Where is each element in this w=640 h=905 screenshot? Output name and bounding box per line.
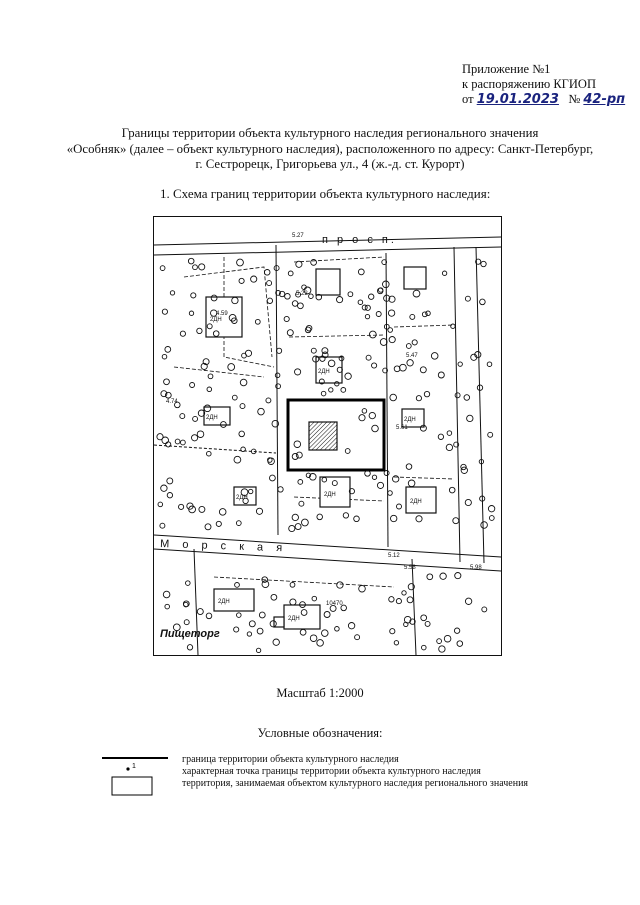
tree-icon (219, 509, 226, 516)
tree-icon (388, 328, 393, 333)
tree-icon (285, 294, 291, 300)
tree-icon (390, 629, 395, 634)
tree-icon (296, 452, 302, 458)
tree-icon (369, 331, 376, 338)
tree-icon (181, 440, 186, 445)
tree-icon (384, 471, 389, 476)
tree-icon (305, 327, 311, 333)
tree-icon (180, 414, 185, 419)
tree-icon (465, 296, 470, 301)
tree-icon (372, 475, 376, 479)
tree-icon (239, 278, 244, 283)
tree-icon (447, 431, 452, 436)
tree-icon (438, 434, 443, 439)
tree-icon (451, 324, 455, 328)
tree-icon (284, 316, 289, 321)
tree-icon (167, 478, 173, 484)
tree-icon (175, 439, 180, 444)
tree-icon (427, 574, 433, 580)
tree-icon (455, 393, 460, 398)
tree-icon (454, 628, 459, 633)
tree-icon (408, 480, 415, 487)
tree-icon (481, 261, 486, 266)
height-label: 4.59 (216, 311, 228, 317)
tree-icon (348, 292, 353, 297)
tree-icon (481, 522, 488, 529)
tree-icon (289, 525, 295, 531)
title-line3: г. Сестрорецк, Григорьева ул., 4 (ж.-д. ст. Курорт) (195, 157, 465, 171)
tree-icon (278, 487, 283, 492)
tree-icon (402, 591, 406, 595)
tree-icon (488, 506, 494, 512)
tree-icon (377, 482, 383, 488)
tree-icon (389, 597, 394, 602)
legend-title: Условные обозначения: (257, 726, 383, 740)
tree-icon (267, 281, 272, 286)
legend-item-territory: территория, занимаемая объектом культурного наследия регионального значения (182, 778, 529, 789)
tree-icon (240, 404, 245, 409)
tree-icon (372, 425, 379, 432)
building-label: 2ДН (210, 317, 222, 323)
tree-icon (397, 504, 402, 509)
tree-icon (166, 442, 171, 447)
tree-icon (165, 347, 171, 353)
tree-icon (343, 513, 348, 518)
tree-icon (425, 621, 430, 626)
tree-icon (437, 639, 442, 644)
tree-icon (407, 360, 413, 366)
tree-icon (251, 276, 257, 282)
tree-icon (199, 506, 205, 512)
number-prefix: № (568, 92, 581, 106)
tree-icon (266, 398, 271, 403)
tree-icon (300, 629, 306, 635)
tree-icon (457, 641, 463, 647)
tree-icon (444, 635, 451, 642)
tree-icon (184, 620, 189, 625)
appendix-line1: Приложение №1 (462, 62, 551, 76)
tree-icon (482, 607, 487, 612)
height-label: 5.22 (296, 291, 308, 297)
section-heading: 1. Схема границ территории объекта культурного наследия: (160, 186, 491, 201)
tree-icon (355, 635, 360, 640)
tree-icon (207, 387, 212, 392)
tree-icon (197, 328, 202, 333)
tree-icon (489, 516, 494, 521)
tree-icon (406, 344, 411, 349)
tree-icon (186, 581, 191, 586)
tree-icon (288, 271, 293, 276)
tree-icon (416, 396, 421, 401)
tree-icon (276, 384, 281, 389)
tree-icon (337, 582, 343, 588)
tree-icon (192, 435, 198, 441)
height-label: 10470 (326, 601, 343, 607)
tree-icon (439, 646, 445, 652)
tree-icon (465, 499, 471, 505)
title-line2: «Особняк» (далее – объект культурного наследия), расположенного по адресу: Санкт-Петербург, (66, 141, 594, 156)
tree-icon (487, 362, 492, 367)
tree-icon (190, 383, 195, 388)
tree-icon (193, 416, 198, 421)
tree-icon (236, 521, 241, 526)
tree-icon (298, 303, 304, 309)
tree-icon (317, 514, 323, 520)
tree-icon (407, 597, 413, 603)
tree-icon (440, 573, 446, 579)
tree-icon (234, 456, 241, 463)
appendix-line2: к распоряжению КГИОП (462, 77, 596, 91)
tree-icon (348, 623, 354, 629)
tree-icon (446, 444, 452, 450)
tree-icon (480, 299, 486, 305)
building-label: 2ДН (218, 599, 230, 605)
tree-icon (438, 372, 444, 378)
tree-icon (257, 628, 263, 634)
tree-icon (311, 348, 316, 353)
appendix-date-line (462, 92, 625, 107)
tree-icon (163, 591, 170, 598)
tree-icon (294, 441, 301, 448)
tree-icon (322, 630, 329, 637)
tree-icon (292, 514, 298, 520)
tree-icon (160, 266, 165, 271)
height-label: 4.74 (166, 399, 178, 405)
tree-icon (358, 269, 364, 275)
tree-icon (369, 294, 374, 299)
street-label-top: п р о с п. (322, 234, 397, 246)
tree-icon (295, 524, 301, 530)
tree-icon (359, 585, 366, 592)
tree-icon (292, 301, 298, 307)
tree-icon (275, 373, 280, 378)
tree-icon (358, 300, 363, 305)
tree-icon (290, 582, 295, 587)
tree-icon (234, 627, 239, 632)
label-pishchetorg: Пищеторг (160, 628, 220, 640)
tree-icon (207, 451, 212, 456)
tree-icon (271, 594, 277, 600)
tree-icon (167, 493, 172, 498)
tree-icon (188, 258, 194, 264)
tree-icon (424, 391, 429, 396)
tree-icon (335, 627, 340, 632)
building-label: 2ДН (318, 369, 330, 375)
tree-icon (187, 645, 192, 650)
tree-icon (262, 581, 269, 588)
tree-icon (453, 518, 459, 524)
tree-icon (421, 615, 427, 621)
tree-icon (302, 519, 309, 526)
tree-icon (413, 290, 420, 297)
tree-icon (391, 515, 397, 521)
tree-icon (240, 379, 247, 386)
height-label: 5.27 (292, 233, 304, 239)
tree-icon (365, 314, 369, 318)
tree-icon (389, 337, 395, 343)
tree-icon (298, 480, 303, 485)
tree-icon (359, 415, 365, 421)
tree-icon (292, 454, 298, 460)
tree-icon (249, 621, 255, 627)
tree-icon (237, 259, 244, 266)
tree-icon (388, 491, 393, 496)
tree-icon (420, 367, 426, 373)
tree-icon (290, 599, 296, 605)
tree-icon (161, 485, 167, 491)
tree-icon (422, 645, 427, 650)
tree-icon (208, 374, 213, 379)
tree-icon (239, 431, 245, 437)
tree-icon (235, 583, 240, 588)
tree-icon (162, 437, 169, 444)
tree-icon (354, 516, 360, 522)
tree-icon (380, 339, 387, 346)
tree-icon (170, 291, 174, 295)
tree-icon (267, 298, 272, 303)
tree-icon (465, 598, 471, 604)
height-label: 5.12 (388, 553, 400, 559)
tree-icon (412, 340, 417, 345)
tree-icon (268, 458, 275, 465)
tree-icon (341, 388, 346, 393)
tree-icon (345, 449, 350, 454)
tree-icon (228, 364, 235, 371)
tree-icon (296, 261, 302, 267)
tree-icon (162, 354, 167, 359)
tree-icon (277, 348, 282, 353)
tree-icon (388, 310, 394, 316)
tree-icon (369, 412, 375, 418)
tree-icon (311, 260, 317, 266)
tree-icon (431, 353, 438, 360)
tree-icon (310, 635, 317, 642)
tree-icon (321, 391, 326, 396)
scale-label: Масштаб 1:2000 (276, 686, 364, 700)
building-label: 2ДН (288, 616, 300, 622)
tree-icon (242, 353, 247, 358)
tree-icon (160, 523, 165, 528)
tree-icon (191, 293, 196, 298)
tree-icon (449, 487, 455, 493)
title-line1: Границы территории объекта культурного наследия регионального значения (121, 126, 539, 140)
legend-point-marker (126, 767, 129, 770)
tree-icon (461, 467, 467, 473)
tree-icon (264, 270, 270, 276)
tree-icon (287, 330, 293, 336)
tree-icon (309, 294, 314, 299)
tree-icon (400, 364, 407, 371)
tree-icon (362, 409, 367, 414)
tree-icon (206, 613, 212, 619)
tree-icon (406, 464, 412, 470)
tree-icon (258, 408, 265, 415)
tree-icon (189, 311, 193, 315)
tree-icon (467, 415, 473, 421)
tree-icon (376, 312, 381, 317)
building-label: 2ДН (236, 495, 248, 501)
tree-icon (416, 516, 422, 522)
tree-icon (299, 501, 304, 506)
number-value: 42-рп (583, 92, 626, 107)
tree-icon (390, 394, 397, 401)
tree-icon (216, 521, 221, 526)
tree-icon (270, 475, 276, 481)
tree-icon (442, 271, 446, 275)
tree-icon (365, 305, 370, 310)
tree-icon (193, 265, 198, 270)
tree-icon (329, 388, 333, 392)
tree-icon (455, 573, 461, 579)
tree-icon (312, 596, 317, 601)
tree-icon (179, 504, 184, 509)
building-label: 2ДН (206, 415, 218, 421)
tree-icon (372, 363, 377, 368)
legend-point-label: 1 (132, 763, 136, 770)
legend-item-point: характерная точка границы территории объекта культурного наследия (182, 766, 481, 777)
tree-icon (422, 312, 427, 317)
tree-icon (324, 612, 330, 618)
height-label: 5.47 (406, 353, 418, 359)
tree-icon (158, 502, 163, 507)
height-label: 5.61 (396, 425, 408, 431)
document-title (40, 126, 620, 173)
tree-icon (205, 524, 211, 530)
tree-icon (464, 395, 470, 401)
tree-icon (366, 355, 371, 360)
tree-icon (255, 319, 260, 324)
tree-icon (317, 640, 324, 647)
tree-icon (162, 309, 167, 314)
tree-icon (295, 369, 301, 375)
street-label-morskaya: М о р с к а я (159, 538, 288, 555)
tree-icon (458, 362, 462, 366)
tree-icon (199, 264, 205, 270)
tree-icon (164, 379, 170, 385)
tree-icon (426, 311, 431, 316)
tree-icon (396, 599, 401, 604)
tree-icon (394, 366, 400, 372)
legend-territory-box (112, 777, 152, 795)
tree-icon (410, 314, 415, 319)
map-svg (154, 217, 501, 655)
tree-icon (337, 297, 343, 303)
tree-icon (237, 613, 242, 618)
date-value: 19.01.2023 (476, 92, 559, 107)
tree-icon (232, 395, 237, 400)
tree-icon (273, 639, 279, 645)
tree-icon (197, 609, 203, 615)
tree-icon (165, 604, 170, 609)
tree-icon (488, 432, 493, 437)
tree-icon (259, 612, 265, 618)
tree-icon (180, 331, 185, 336)
tree-icon (197, 431, 204, 438)
tree-icon (247, 632, 251, 636)
height-label: 5.58 (404, 565, 416, 571)
tree-icon (345, 373, 351, 379)
tree-icon (256, 648, 260, 652)
building-label: 2ДН (324, 492, 336, 498)
legend-symbols (100, 752, 180, 798)
heritage-object (309, 422, 337, 450)
legend-item-boundary: граница территории объекта культурного наследия (182, 754, 399, 765)
tree-icon (394, 641, 398, 645)
tree-icon (256, 508, 262, 514)
building-label: 2ДН (410, 499, 422, 505)
date-prefix: от (462, 92, 474, 106)
boundary-map (153, 216, 502, 656)
building-label: 2ДН (404, 417, 416, 423)
tree-icon (241, 447, 246, 452)
height-label: 5.98 (470, 565, 482, 571)
appendix-block (462, 62, 625, 107)
